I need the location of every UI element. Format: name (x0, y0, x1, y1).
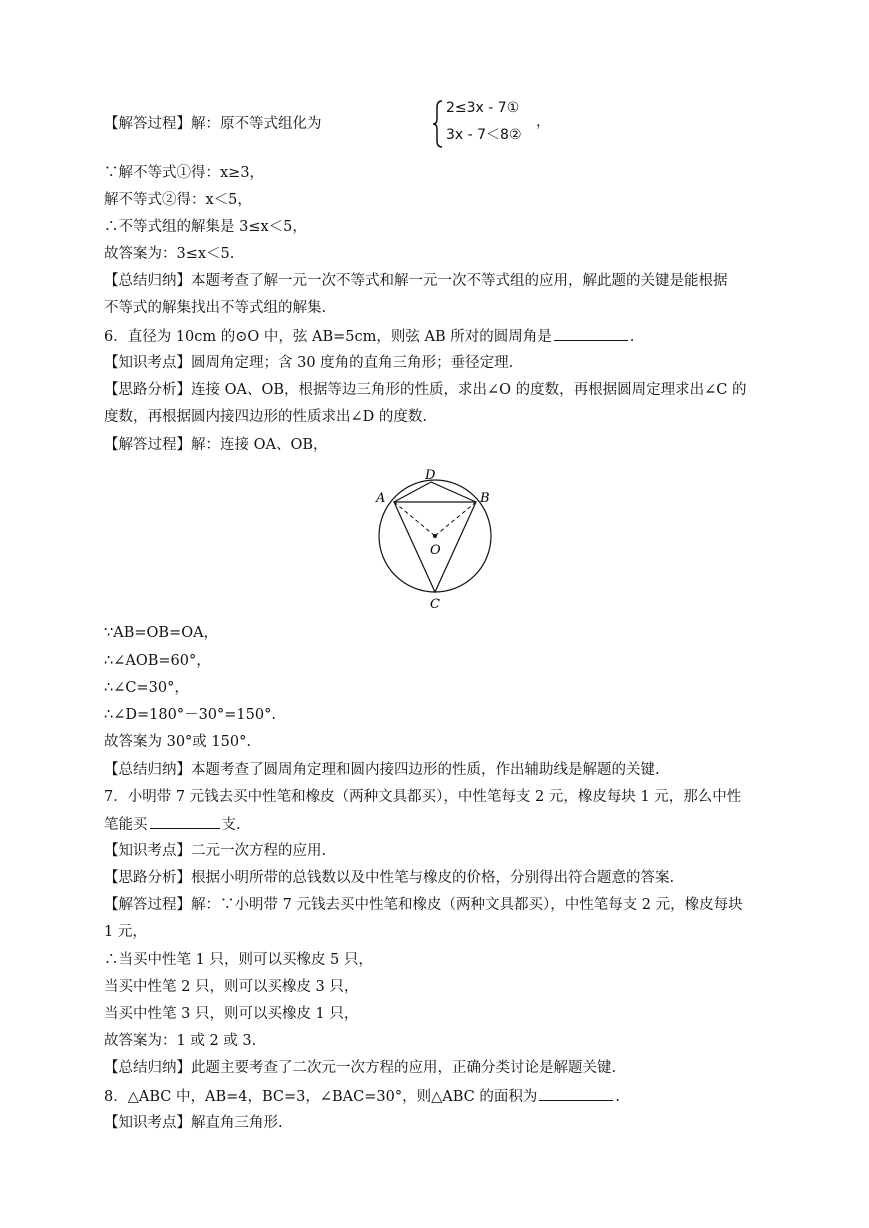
q6-knowledge: 【知识考点】圆周角定理；含 30 度角的直角三角形；垂径定理. (104, 355, 514, 371)
q5-summary-1: 【总结归纳】本题考查了解一元一次不等式和解一元一次不等式组的应用，解此题的关键是能根据 (104, 273, 728, 289)
radius-ob (435, 502, 476, 536)
q7-line-3: 当买中性笔 3 只，则可以买橡皮 1 只， (104, 1006, 359, 1022)
system-comma: ， (536, 114, 551, 130)
q7-solution-2: 1 元， (104, 924, 147, 940)
q7-analysis: 【思路分析】根据小明所带的总钱数以及中性笔与橡皮的价格，分别得出符合题意的答案. (104, 870, 675, 886)
q7-question-1: 7．小明带 7 元钱去买中性笔和橡皮（两种文具都买），中性笔每支 2 元，橡皮每块 1 元，那么中性 (104, 789, 742, 805)
q7-line-1: ∴当买中性笔 1 只，则可以买橡皮 5 只， (104, 952, 373, 968)
label-d: D (425, 468, 436, 483)
q5-line-1: ∵解不等式①得：x≥3， (104, 165, 265, 181)
q6-line-4: ∴∠D=180°－30°=150°. (104, 707, 276, 723)
q6-question-end: . (629, 329, 635, 345)
q5-line-2: 解不等式②得：x＜5， (104, 192, 252, 208)
label-b: B (480, 491, 490, 506)
q6-line-1: ∵AB=OB=OA， (104, 625, 219, 641)
q8-question-text: 8．△ABC 中，AB=4，BC=3，∠BAC=30°，则△ABC 的面积为 (104, 1089, 538, 1105)
q6-question (104, 326, 634, 347)
q7-solution-1: 【解答过程】解：∵小明带 7 元钱去买中性笔和橡皮（两种文具都买），中性笔每支 2 元，橡皮每块 (104, 897, 743, 913)
label-c: C (430, 597, 440, 612)
label-o: O (430, 543, 441, 558)
q7-line-2: 当买中性笔 2 只，则可以买橡皮 3 只， (104, 979, 359, 995)
q6-line-5: 故答案为 30°或 150°. (104, 734, 251, 750)
q6-analysis-1: 【思路分析】连接 OA、OB，根据等边三角形的性质，求出∠O 的度数，再根据圆周定理求出∠C 的 (104, 382, 747, 398)
q8-knowledge: 【知识考点】解直角三角形. (104, 1115, 283, 1131)
q6-question-text: 6．直径为 10cm 的⊙O 中，弦 AB=5cm，则弦 AB 所对的圆周角是 (104, 329, 552, 345)
label-a: A (376, 491, 386, 506)
brace-icon (432, 100, 444, 148)
circle-geometry-figure (370, 462, 500, 612)
chord-ad-db (394, 482, 476, 502)
q7-line-4: 故答案为：1 或 2 或 3. (104, 1033, 257, 1049)
q5-line-3: ∴不等式组的解集是 3≤x＜5， (104, 219, 307, 235)
inequality-1: 2≤3x - 7① (446, 100, 520, 116)
q8-question (104, 1086, 620, 1107)
q6-analysis-2: 度数，再根据圆内接四边形的性质求出∠D 的度数. (104, 409, 427, 425)
q7-question-2 (104, 814, 241, 835)
radius-oa (394, 502, 435, 536)
q7-summary: 【总结归纳】此题主要考查了二次元一次方程的应用，正确分类讨论是解题关键. (104, 1060, 617, 1076)
q7-question-text: 笔能买 (104, 817, 148, 833)
inequality-2: 3x - 7＜8② (446, 127, 522, 143)
answer-blank (554, 326, 628, 341)
q6-line-2: ∴∠AOB=60°， (104, 653, 211, 669)
q6-summary: 【总结归纳】本题考查了圆周角定理和圆内接四边形的性质，作出辅助线是解题的关键. (104, 762, 660, 778)
q5-summary-2: 不等式的解集找出不等式组的解集. (104, 300, 327, 316)
center-point (433, 534, 437, 538)
q6-line-3: ∴∠C=30°， (104, 680, 189, 696)
q8-question-end: . (615, 1089, 620, 1105)
q7-knowledge: 【知识考点】二元一次方程的应用. (104, 843, 327, 859)
answer-blank (539, 1086, 613, 1101)
q5-line-4: 故答案为：3≤x＜5. (104, 246, 235, 262)
q7-question-end: 支. (221, 817, 241, 833)
answer-blank (150, 814, 220, 829)
q6-solution: 【解答过程】解：连接 OA、OB， (104, 437, 328, 453)
q5-solution-lead: 【解答过程】解：原不等式组化为 (104, 116, 322, 132)
